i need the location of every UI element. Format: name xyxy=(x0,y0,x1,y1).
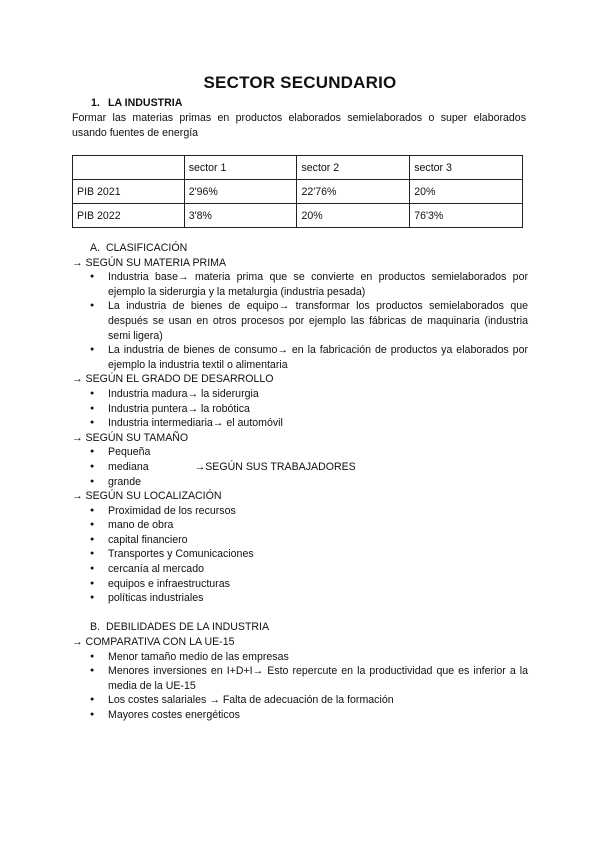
subsection-heading-clasificacion xyxy=(72,241,530,256)
subsection-letter: A. xyxy=(90,242,101,254)
table-cell: 2'96% xyxy=(184,180,297,204)
list-item: ● Pequeña xyxy=(72,445,530,460)
table-cell: sector 3 xyxy=(410,156,523,180)
bullet-list-grado-desarrollo xyxy=(72,387,530,431)
table-cell: PIB 2022 xyxy=(73,204,185,228)
table-cell: sector 2 xyxy=(297,156,410,180)
spacer xyxy=(72,606,530,621)
list-item: ● Menores inversiones en I+D+I→ Esto repercute en la productividad que es inferior a la media de la UE-15 xyxy=(72,664,530,693)
group-label-localizacion: → SEGÚN SU LOCALIZACIÓN xyxy=(72,490,222,503)
list-item: ● Mayores costes energéticos xyxy=(72,708,530,723)
table-cell: 3'8% xyxy=(184,204,297,228)
subsection-title: CLASIFICACIÓN xyxy=(106,242,188,254)
group-label-materia-prima: → SEGÚN SU MATERIA PRIMA xyxy=(72,256,227,269)
table-row xyxy=(73,204,523,228)
list-item: ● Industria madura→ la siderurgia xyxy=(72,387,530,402)
group-label-comparativa: → COMPARATIVA CON LA UE-15 xyxy=(72,636,235,649)
group-label-tamano: → SEGÚN SU TAMAÑO xyxy=(72,431,189,444)
pib-sector-table xyxy=(72,155,523,228)
table-header-row xyxy=(73,156,523,180)
list-item: ● cercanía al mercado xyxy=(72,562,530,577)
list-item: ● Transportes y Comunicaciones xyxy=(72,547,530,562)
list-item: ● Industria base→ materia prima que se convierte en productos semielaborados por ejemplo la siderurgia y la metalurgia (industria pesada) xyxy=(72,270,530,299)
list-item: ● Los costes salariales → Falta de adecuación de la formación xyxy=(72,693,530,708)
bullet-list-tamano xyxy=(72,445,530,489)
table-cell: PIB 2021 xyxy=(73,180,185,204)
table-cell: 20% xyxy=(410,180,523,204)
table-cell xyxy=(73,156,185,180)
subsection-title: DEBILIDADES DE LA INDUSTRIA xyxy=(106,621,270,634)
table-cell: 20% xyxy=(297,204,410,228)
page-title: SECTOR SECUNDARIO xyxy=(203,73,397,92)
list-item: ● capital financiero xyxy=(72,533,530,548)
list-item: ● políticas industriales xyxy=(72,591,530,606)
list-item: ● equipos e infraestructuras xyxy=(72,577,530,592)
list-item xyxy=(72,460,530,475)
section-number: 1. xyxy=(91,97,100,109)
list-item: ● Proximidad de los recursos xyxy=(72,504,530,519)
subsection-letter: B. xyxy=(90,621,101,634)
section-heading-text: LA INDUSTRIA xyxy=(108,97,183,109)
table-cell: 22'76% xyxy=(297,180,410,204)
trabajadores-note: →SEGÚN SUS TRABAJADORES xyxy=(194,460,356,473)
subsection-heading-debilidades xyxy=(72,620,530,635)
list-item: ● La industria de bienes de consumo→ en la fabricación de productos ya elaborados por ejemplo la industria textil o alimentaria xyxy=(72,343,530,372)
list-item: ● La industria de bienes de equipo→ transformar los productos semielaborados que después se usan en otros procesos por ejemplo las fábricas de maquinaria (industria semi ligera) xyxy=(72,299,530,343)
group-label-grado-desarrollo: → SEGÚN EL GRADO DE DESARROLLO xyxy=(72,373,274,386)
list-item: ● grande xyxy=(72,475,530,490)
list-item: ● mano de obra xyxy=(72,518,530,533)
list-item: ● Menor tamaño medio de las empresas xyxy=(72,650,530,665)
table-cell: 76'3% xyxy=(410,204,523,228)
table-row xyxy=(73,180,523,204)
bullet-list-localizacion xyxy=(72,504,530,606)
bullet-list-comparativa xyxy=(72,650,530,723)
document-body xyxy=(72,241,530,723)
list-item: ● Industria intermediaria→ el automóvil xyxy=(72,416,530,431)
section-heading-industria xyxy=(91,97,182,109)
table-cell: sector 1 xyxy=(184,156,297,180)
bullet-list-materia-prima xyxy=(72,270,530,372)
section-intro-paragraph: Formar las materias primas en productos elaborados semielaborados o super elaborados usando fuentes de energía xyxy=(72,112,526,139)
list-item-text: mediana xyxy=(108,460,149,473)
list-item: ● Industria puntera→ la robótica xyxy=(72,402,530,417)
